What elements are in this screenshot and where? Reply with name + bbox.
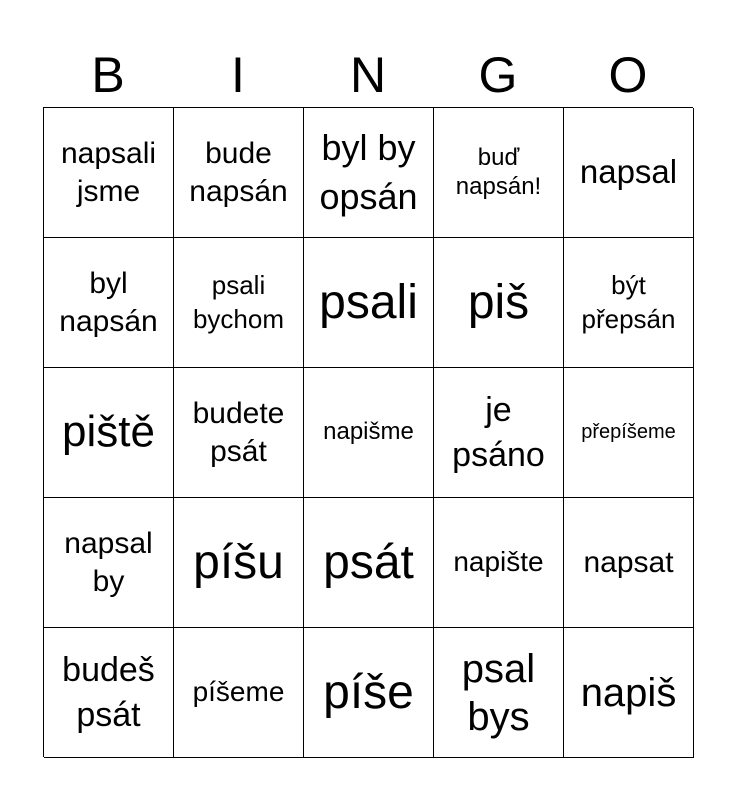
cell-text: budete psát — [192, 397, 285, 468]
header-letter-n: N — [349, 47, 387, 103]
cell-text: je psáno — [452, 391, 545, 474]
header-letter-o: O — [608, 47, 648, 103]
bingo-cell-r3c1[interactable] — [44, 368, 174, 498]
bingo-cell-r5c4[interactable] — [434, 628, 564, 758]
bingo-cell-r5c3[interactable] — [304, 628, 434, 758]
cell-text: napsal by — [64, 527, 153, 598]
cell-text: přepíšeme — [581, 421, 676, 443]
cell-text: piště — [62, 407, 155, 457]
bingo-cell-r3c3[interactable] — [304, 368, 434, 498]
bingo-cell-r2c2[interactable] — [174, 238, 304, 368]
bingo-cell-r1c4[interactable] — [434, 108, 564, 238]
cell-text: píše — [323, 665, 414, 719]
bingo-cell-r4c5[interactable] — [564, 498, 694, 628]
bingo-cell-r4c4[interactable] — [434, 498, 564, 628]
bingo-cell-r1c5[interactable] — [564, 108, 694, 238]
cell-text: byl napsán — [59, 267, 158, 338]
bingo-cell-r3c4[interactable] — [434, 368, 564, 498]
header-letter-b: B — [91, 47, 125, 103]
cell-text: napišme — [323, 418, 414, 446]
header-letter-g: G — [478, 47, 518, 103]
cell-text: napsat — [583, 545, 674, 579]
cell-text: napiš — [580, 670, 677, 715]
bingo-cell-r5c2[interactable] — [174, 628, 304, 758]
cell-text: napište — [453, 546, 544, 578]
bingo-header — [43, 44, 693, 106]
bingo-cell-r5c1[interactable] — [44, 628, 174, 758]
header-letter-i: I — [231, 47, 245, 103]
cell-text: píšeme — [192, 676, 285, 708]
cell-text: píšu — [193, 535, 284, 589]
cell-text: psát — [323, 535, 414, 589]
cell-text: budeš psát — [62, 651, 155, 734]
bingo-cell-r1c2[interactable] — [174, 108, 304, 238]
cell-text: byl by opsán — [319, 126, 418, 217]
cell-text: napsal — [579, 153, 678, 191]
bingo-cell-r2c4[interactable] — [434, 238, 564, 368]
bingo-cell-r1c1[interactable] — [44, 108, 174, 238]
cell-text: být přepsán — [581, 269, 676, 334]
cell-text: napsali jsme — [60, 137, 157, 208]
cell-text: psali bychom — [192, 269, 285, 334]
bingo-cell-r2c5[interactable] — [564, 238, 694, 368]
bingo-cell-r4c3[interactable] — [304, 498, 434, 628]
bingo-cell-r2c1[interactable] — [44, 238, 174, 368]
cell-text: bude napsán — [189, 137, 288, 208]
bingo-cell-r4c2[interactable] — [174, 498, 304, 628]
bingo-cell-r1c3[interactable] — [304, 108, 434, 238]
bingo-cell-r4c1[interactable] — [44, 498, 174, 628]
cell-text: buď napsán! — [455, 143, 542, 200]
cell-text: piš — [467, 275, 530, 329]
cell-text: psali — [319, 275, 418, 329]
bingo-grid — [43, 107, 693, 757]
cell-text: psal bys — [461, 646, 536, 739]
bingo-cell-r2c3[interactable] — [304, 238, 434, 368]
bingo-cell-r3c2[interactable] — [174, 368, 304, 498]
bingo-cell-r5c5[interactable] — [564, 628, 694, 758]
bingo-cell-r3c5[interactable] — [564, 368, 694, 498]
